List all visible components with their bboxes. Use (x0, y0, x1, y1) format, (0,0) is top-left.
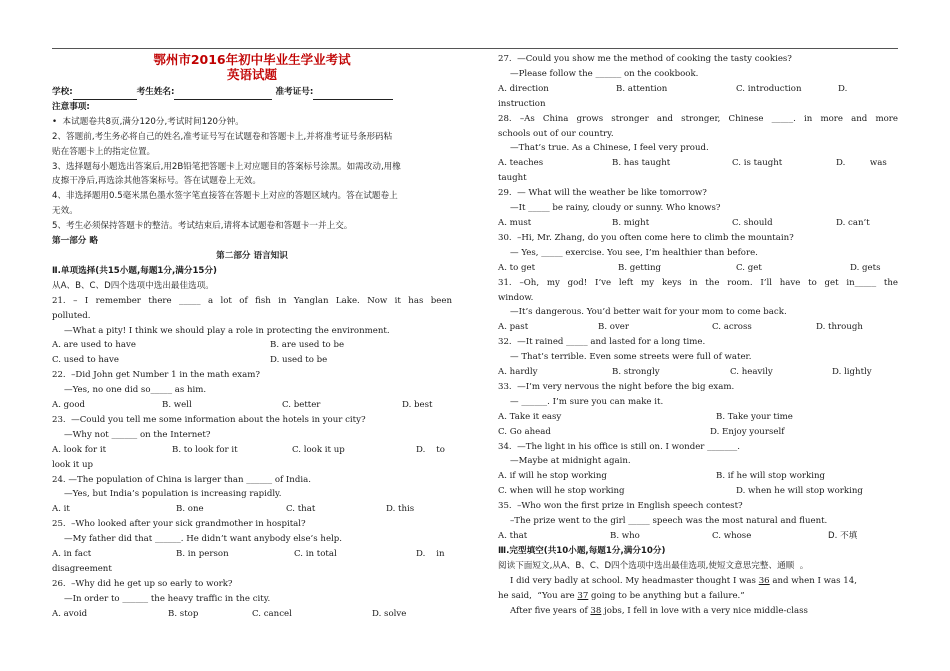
q25-option-b[interactable]: B. in person (176, 549, 229, 560)
q21-options-row2 (52, 353, 452, 368)
q24-stem: 24. —The population of China is larger than ______ of India. (52, 474, 311, 485)
candidate-info-row: 学校: 考生姓名: 准考证号: (52, 84, 452, 100)
cloze-line-1: I did very badly at school. My headmaster thought I was 36 and when I was 14, (510, 575, 857, 586)
q26-stem: 26. –Why did he get up so early to work? (52, 578, 233, 589)
q23-option-b[interactable]: B. to look for it (172, 444, 238, 455)
q26-option-c[interactable]: C. cancel (252, 608, 292, 619)
q30-option-c[interactable]: C. get (736, 262, 762, 273)
q22-option-a[interactable]: A. good (52, 400, 86, 411)
blank-38: 38 (590, 605, 602, 616)
note-4a: 4、非选择题用0.5毫米黑色墨水签字笔直接答在答题卡上对应的答题区域内。答在试题卷上 (52, 191, 398, 202)
q21-stem: 21. – I remember there _____ a lot of fish in Yanglan Lake. Now it has been (52, 295, 452, 306)
q34-option-c[interactable]: C. when will he stop working (498, 486, 625, 497)
q30-option-b[interactable]: B. getting (618, 262, 662, 273)
q21-stem-cont: polluted. (52, 310, 91, 321)
q31-reply: —It’s dangerous. You’d better wait for your mom to come back. (510, 307, 787, 318)
q26-reply: —In order to ______ the heavy traffic in the city. (64, 593, 271, 604)
q25-options (52, 547, 452, 562)
q29-option-b[interactable]: B. might (612, 217, 650, 228)
q35-options (498, 529, 898, 544)
q29-stem: 29. — What will the weather be like tomorrow? (498, 188, 707, 199)
q27-option-d[interactable]: D. (838, 83, 848, 94)
q21-option-c[interactable]: C. used to have (52, 355, 119, 366)
q35-option-c[interactable]: C. whose (712, 531, 752, 541)
q31-option-d[interactable]: D. through (816, 322, 863, 333)
q32-option-d[interactable]: D. lightly (832, 367, 872, 378)
q31-option-b[interactable]: B. over (598, 322, 630, 333)
q28-stem: 28. –As China grows stronger and stronger, Chinese _____. in more and more (498, 113, 898, 124)
section-3-heading: Ⅲ.完型填空(共10小题,每题1分,满分10分) (498, 545, 666, 556)
q33-option-b[interactable]: B. Take your time (716, 411, 793, 422)
q32-stem: 32. —It rained _____ and lasted for a long time. (498, 337, 706, 348)
q28-options (498, 156, 898, 171)
q28-option-d[interactable]: D. was (836, 158, 887, 169)
q32-option-c[interactable]: C. heavily (730, 367, 773, 378)
q27-option-b[interactable]: B. attention (616, 83, 668, 94)
q30-stem: 30. –Hi, Mr. Zhang, do you often come here to climb the mountain? (498, 232, 794, 243)
q29-reply: —It _____ be rainy, cloudy or sunny. Who knows? (510, 203, 721, 214)
q33-option-d[interactable]: D. Enjoy yourself (710, 426, 785, 437)
q29-option-d[interactable]: D. can’t (836, 217, 870, 228)
q26-options (52, 607, 452, 622)
q31-option-a[interactable]: A. past (498, 322, 529, 333)
q34-option-a[interactable]: A. if will he stop working (498, 471, 607, 482)
q23-options (52, 443, 452, 458)
note-3a: 3、选择题每小题选出答案后,用2B铅笔把答题卡上对应题目的答案标号涂黑。如需改动,用橡 (52, 161, 401, 172)
q23-option-d-cont: look it up (52, 459, 94, 470)
q24-option-b[interactable]: B. one (176, 504, 204, 515)
note-4b: 无效。 (52, 206, 78, 217)
q34-options-row1 (498, 469, 898, 484)
part-2-heading: 第二部分 语言知识 (216, 250, 288, 261)
q21-option-d[interactable]: D. used to be (270, 355, 328, 366)
q30-options (498, 261, 898, 276)
note-2b: 贴在答题卡上的指定位置。 (52, 146, 156, 157)
school-field[interactable] (73, 84, 137, 100)
section-3-instructions: 阅读下面短文,从A、B、C、D四个选项中选出最佳选项,使短文意思完整、通顺 。 (498, 560, 809, 571)
cloze-line-3: After five years of 38 jobs, I fell in love with a very nice middle-class (510, 605, 808, 616)
q28-stem-cont: schools out of our country. (498, 128, 614, 139)
q28-reply: —That’s true. As a Chinese, I feel very proud. (510, 143, 709, 154)
q25-option-a[interactable]: A. in fact (52, 549, 92, 560)
q29-option-c[interactable]: C. should (732, 217, 773, 228)
q34-options-row2 (498, 484, 898, 499)
q27-option-c[interactable]: C. introduction (736, 83, 802, 94)
q24-option-a[interactable]: A. it (52, 504, 70, 515)
left-column (52, 52, 452, 622)
blank-36: 36 (758, 575, 770, 586)
q29-option-a[interactable]: A. must (498, 217, 532, 228)
q32-options (498, 365, 898, 380)
q33-reply: — ______. I’m sure you can make it. (510, 396, 664, 407)
q24-options (52, 502, 452, 517)
q31-stem: 31. –Oh, my god! I’ve left my keys in the room. I’ll have to get in_____ the (498, 277, 898, 288)
exam-id-field[interactable] (313, 84, 393, 100)
q30-option-a[interactable]: A. to get (498, 262, 536, 273)
q33-stem: 33. —I’m very nervous the night before the big exam. (498, 381, 735, 392)
q22-option-c[interactable]: C. better (282, 400, 321, 411)
cloze-line-2: he said, “You are 37 going to be anything but a failure.” (498, 590, 745, 601)
blank-37: 37 (577, 590, 589, 601)
q32-option-b[interactable]: B. strongly (612, 367, 660, 378)
notes-heading: 注意事项: (52, 101, 90, 112)
note-3b: 皮擦干净后,再选涂其他答案标号。答在试题卷上无效。 (52, 176, 261, 187)
q25-option-c[interactable]: C. in total (294, 549, 337, 560)
q23-option-a[interactable]: A. look for it (52, 444, 107, 455)
q27-option-d-cont: instruction (498, 98, 546, 109)
q27-stem: 27. —Could you show me the method of cooking the tasty cookies? (498, 54, 792, 64)
q28-option-d-cont: taught (498, 173, 527, 184)
q31-options (498, 320, 898, 335)
q25-reply: —My father did that ______. He didn’t want anybody else’s help. (64, 534, 343, 545)
q35-option-a[interactable]: A. that (498, 531, 528, 541)
q33-options-row2 (498, 425, 898, 440)
q35-option-d[interactable]: D. 不填 (828, 531, 858, 541)
q28-option-a[interactable]: A. teaches (498, 158, 544, 169)
q27-options (498, 82, 898, 97)
q23-stem: 23. —Could you tell me some information about the hotels in your city? (52, 414, 366, 425)
q30-reply: — Yes, _____ exercise. You see, I’m healthier than before. (510, 247, 758, 258)
q32-option-a[interactable]: A. hardly (498, 367, 538, 378)
q34-option-b[interactable]: B. if he will stop working (716, 471, 826, 482)
q24-option-c[interactable]: C. that (286, 504, 316, 515)
q25-option-d[interactable]: D. in (416, 549, 445, 560)
q21-option-b[interactable]: B. are used to be (270, 340, 345, 351)
q27-option-a[interactable]: A. direction (498, 83, 549, 94)
right-column (498, 52, 898, 618)
q23-option-c[interactable]: C. look it up (292, 444, 345, 455)
q35-reply: –The prize went to the girl _____ speech was the most natural and fluent. (510, 516, 828, 527)
q22-option-b[interactable]: B. well (162, 400, 192, 411)
q28-option-c[interactable]: C. is taught (732, 158, 783, 169)
q34-option-d[interactable]: D. when he will stop working (736, 486, 863, 497)
q27-reply: —Please follow the ______ on the cookbook. (510, 68, 699, 79)
q23-reply: —Why not ______ on the Internet? (64, 429, 211, 440)
q26-option-b[interactable]: B. stop (168, 608, 199, 619)
q35-stem: 35. –Who won the first prize in English speech contest? (498, 501, 743, 512)
q25-option-d-cont: disagreement (52, 564, 112, 574)
q21-reply: —What a pity! I think we should play a role in protecting the environment. (64, 325, 390, 336)
q33-option-a[interactable]: A. Take it easy (498, 411, 562, 422)
q24-reply: —Yes, but India’s population is increasing rapidly. (64, 489, 282, 500)
q22-options (52, 398, 452, 413)
section-2-heading: Ⅱ.单项选择(共15小题,每题1分,满分15分) (52, 265, 217, 276)
note-1: • 本试题卷共8页,满分120分,考试时间120分钟。 (52, 116, 244, 127)
q22-option-d[interactable]: D. best (402, 400, 433, 411)
note-5: 5、考生必须保持答题卡的整洁。考试结束后,请将本试题卷和答题卡一并上交。 (52, 221, 353, 232)
q34-reply: —Maybe at midnight again. (510, 456, 631, 467)
q32-reply: — That’s terrible. Even some streets were full of water. (510, 352, 752, 363)
q33-option-c[interactable]: C. Go ahead (498, 426, 551, 437)
exam-subtitle: 英语试题 (226, 67, 277, 82)
q21-option-a[interactable]: A. are used to have (52, 340, 136, 351)
q31-stem-cont: window. (498, 292, 534, 303)
q30-option-d[interactable]: D. gets (850, 262, 881, 273)
q21-options-row1 (52, 338, 452, 353)
q29-options (498, 216, 898, 231)
q24-option-d[interactable]: D. this (386, 504, 415, 515)
exam-title: 鄂州市2016年初中毕业生学业考试 (153, 52, 351, 67)
q22-stem: 22. –Did John get Number 1 in the math exam? (52, 370, 260, 381)
section-2-instructions: 从A、B、C、D四个选项中选出最佳选项。 (52, 280, 214, 291)
part-1-heading: 第一部分 略 (52, 236, 98, 247)
q33-options-row1 (498, 410, 898, 425)
q23-option-d[interactable]: D. to (416, 444, 445, 455)
name-field[interactable] (174, 84, 272, 100)
note-2a: 2、答题前,考生务必将自己的姓名,准考证号写在试题卷和答题卡上,并将准考证号条形码粘 (52, 131, 393, 142)
bullet-icon: • (52, 116, 58, 127)
q22-reply: —Yes, no one did so_____ as him. (64, 385, 207, 396)
q35-option-b[interactable]: B. who (610, 531, 640, 541)
q34-stem: 34. —The light in his office is still on. I wonder _______. (498, 441, 740, 452)
q25-stem: 25. –Who looked after your sick grandmother in hospital? (52, 519, 306, 530)
q26-option-d[interactable]: D. solve (372, 608, 407, 619)
top-rule (52, 48, 898, 49)
q26-option-a[interactable]: A. avoid (52, 608, 88, 619)
q31-option-c[interactable]: C. across (712, 322, 752, 333)
q28-option-b[interactable]: B. has taught (612, 158, 671, 169)
